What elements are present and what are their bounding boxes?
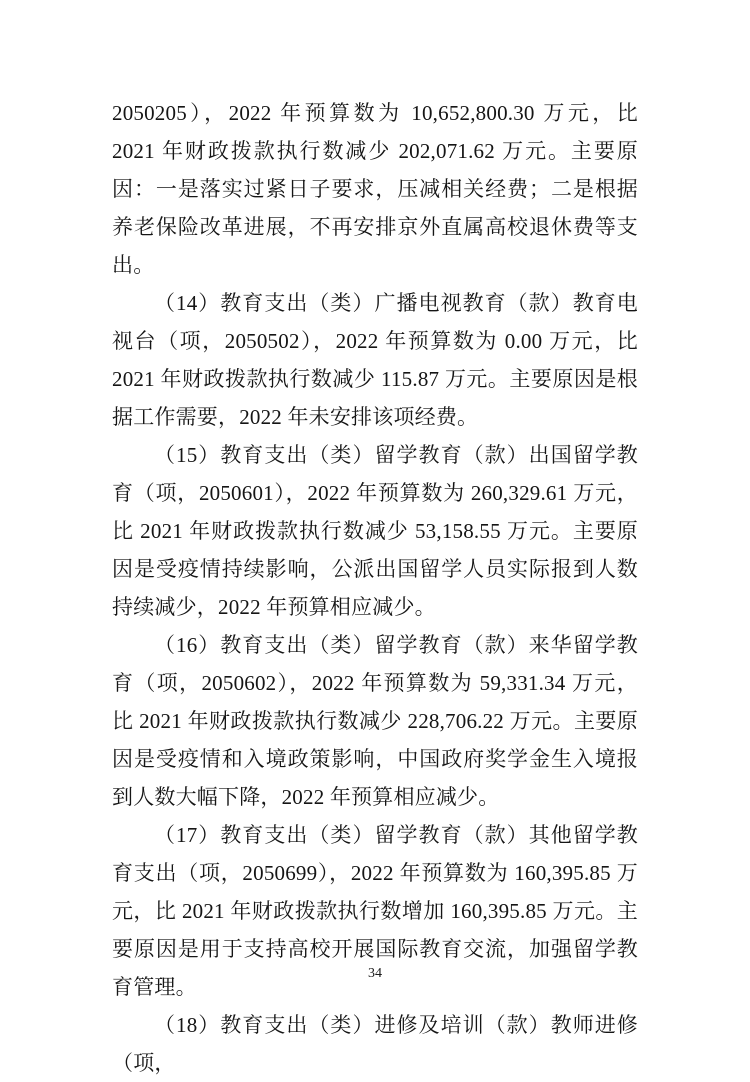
document-body	[112, 94, 638, 1082]
paragraph-budget-item-15: （15）教育支出（类）留学教育（款）出国留学教育（项，2050601），2022 年预算数为 260,329.61 万元，比 2021 年财政拨款执行数减少 53,158.55 万元。主要原因是受疫情持续影响，公派出国留学人员实际报到人数持续减少，2022 年预算相应减少。	[112, 443, 638, 619]
paragraph-budget-item-16: （16）教育支出（类）留学教育（款）来华留学教育（项，2050602），2022 年预算数为 59,331.34 万元，比 2021 年财政拨款执行数减少 228,706.22 万元。主要原因是受疫情和入境政策影响，中国政府奖学金生入境报到人数大幅下降，2022 年预算相应减少。	[112, 633, 638, 809]
page-number: 34	[368, 966, 382, 981]
paragraph-budget-item-17: （17）教育支出（类）留学教育（款）其他留学教育支出（项，2050699），2022 年预算数为 160,395.85 万元，比 2021 年财政拨款执行数增加 160,395.85 万元。主要原因是用于支持高校开展国际教育交流，加强留学教育管理。	[112, 823, 638, 999]
paragraph-budget-item-13-continuation: 2050205），2022 年预算数为 10,652,800.30 万元，比 2021 年财政拨款执行数减少 202,071.62 万元。主要原因：一是落实过紧日子要求，压减相关经费；二是根据养老保险改革进展，不再安排京外直属高校退休费等支出。	[112, 101, 638, 277]
paragraph-budget-item-18: （18）教育支出（类）进修及培训（款）教师进修（项，	[112, 1013, 638, 1075]
paragraph-budget-item-14: （14）教育支出（类）广播电视教育（款）教育电视台（项，2050502），2022 年预算数为 0.00 万元，比 2021 年财政拨款执行数减少 115.87 万元。主要原因是根据工作需要，2022 年未安排该项经费。	[112, 291, 638, 429]
